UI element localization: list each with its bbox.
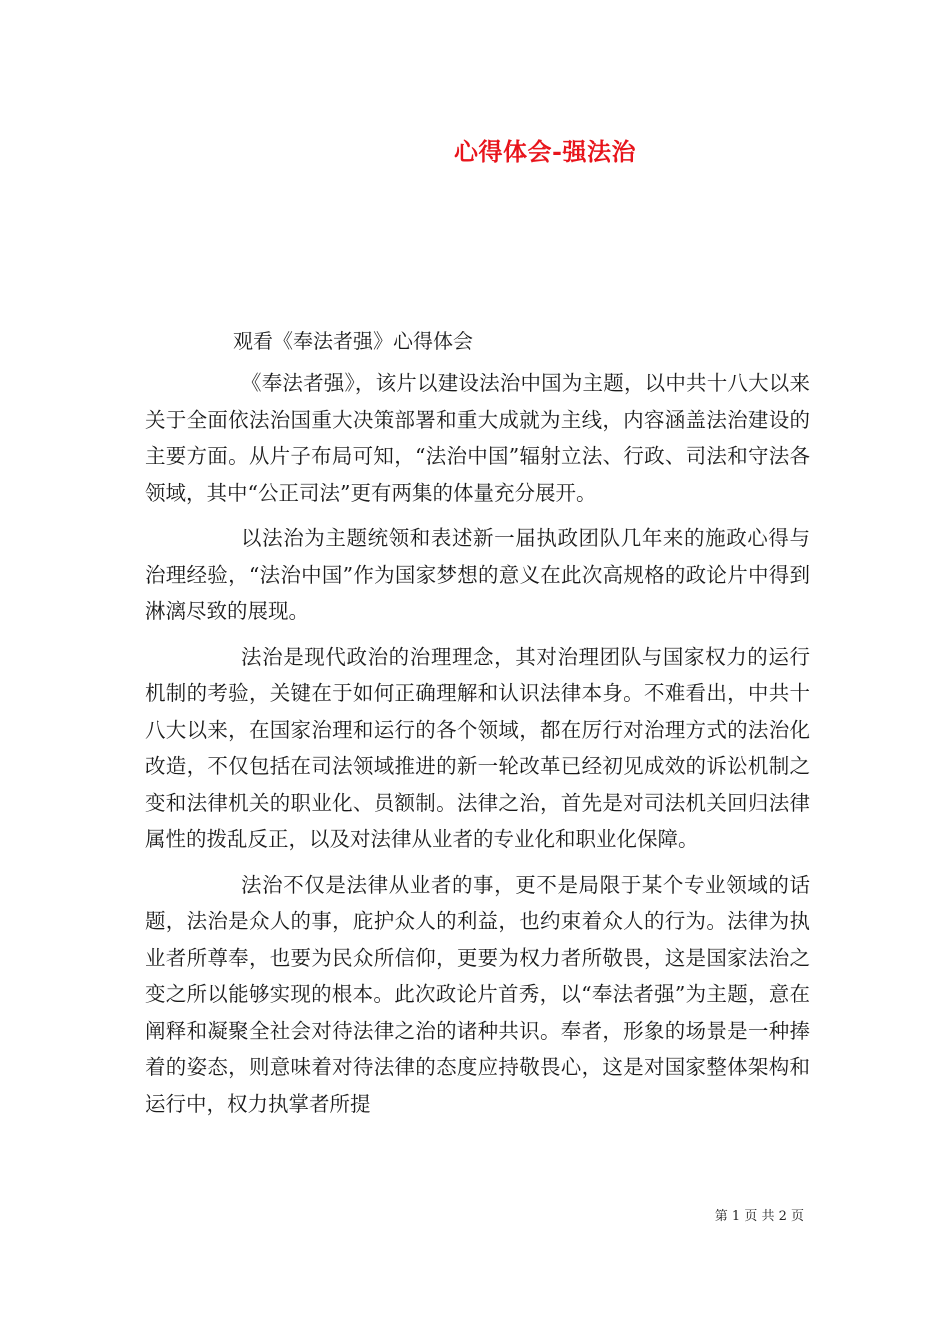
page-number-footer: 第 1 页 共 2 页 bbox=[714, 1209, 804, 1224]
document-body bbox=[145, 365, 810, 1131]
paragraph-1: 《奉法者强》，该片以建设法治中国为主题，以中共十八大以来关于全面依法治国重大决策部署和重大成就为主线，内容涵盖法治建设的主要方面。从片子布局可知，“法治中国”辐射立法、行政、司法和守法各领域，其中“公正司法”更有两集的体量充分展开。 bbox=[145, 371, 810, 505]
document-title: 心得体会-强法治 bbox=[454, 137, 636, 166]
paragraph-4: 法治不仅是法律从业者的事，更不是局限于某个专业领域的话题，法治是众人的事，庇护众人的利益，也约束着众人的行为。法律为执业者所尊奉，也要为民众所信仰，更要为权力者所敬畏，这是国家法治之变之所以能够实现的根本。此次政论片首秀，以“奉法者强”为主题，意在阐释和凝聚全社会对待法律之治的诸种共识。奉者，形象的场景是一种捧着的姿态，则意味着对待法律的态度应持敬畏心，这是对国家整体架构和运行中，权力执掌者所提 bbox=[145, 872, 810, 1116]
paragraph-2: 以法治为主题统领和表述新一届执政团队几年来的施政心得与治理经验，“法治中国”作为国家梦想的意义在此次高规格的政论片中得到淋漓尽致的展现。 bbox=[145, 526, 810, 623]
paragraph-3: 法治是现代政治的治理理念，其对治理团队与国家权力的运行机制的考验，关键在于如何正确理解和认识法律本身。不难看出，中共十八大以来，在国家治理和运行的各个领域，都在厉行对治理方式的法治化改造，不仅包括在司法领域推进的新一轮改革已经初见成效的诉讼机制之变和法律机关的职业化、员额制。法律之治，首先是对司法机关回归法律属性的拨乱反正，以及对法律从业者的专业化和职业化保障。 bbox=[145, 644, 810, 851]
document-subtitle: 观看《奉法者强》心得体会 bbox=[233, 329, 473, 353]
